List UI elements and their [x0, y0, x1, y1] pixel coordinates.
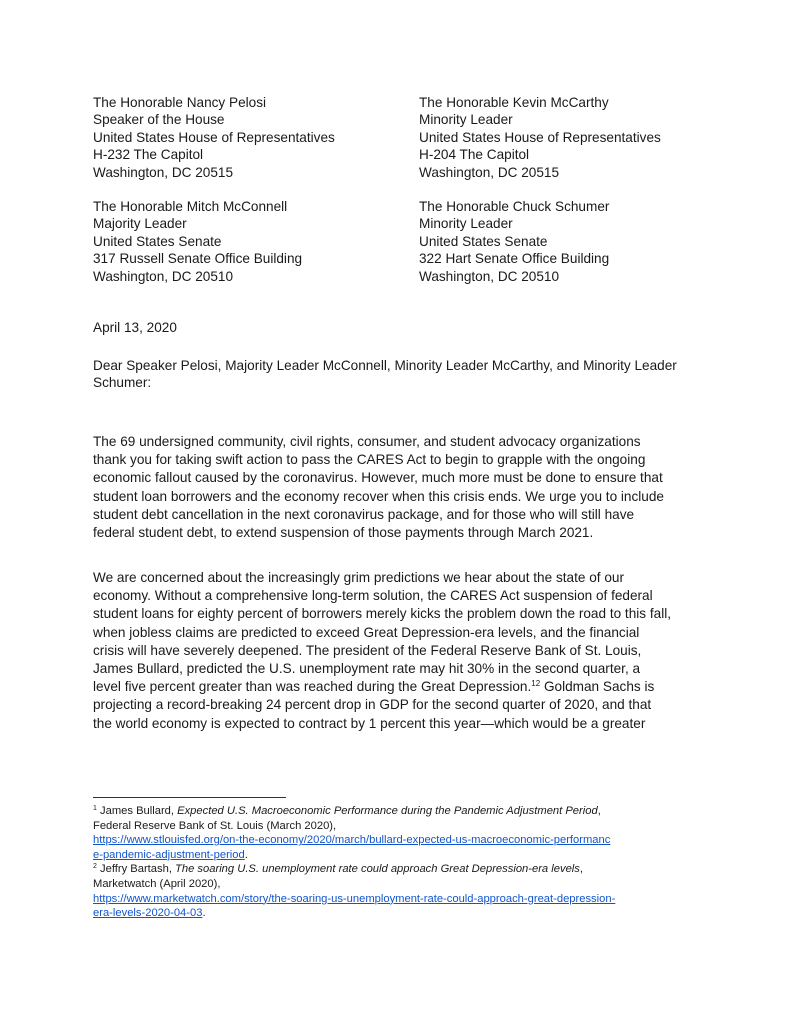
- footnote-link[interactable]: era-levels-2020-04-03: [93, 907, 203, 920]
- addressee-line: H-204 The Capitol: [419, 147, 530, 163]
- letter-date: April 13, 2020: [93, 320, 177, 335]
- footnote-url-line: era-levels-2020-04-03.: [93, 907, 206, 920]
- paragraph-line: [93, 678, 705, 696]
- addressee-line: The Honorable Mitch McConnell: [93, 199, 288, 214]
- paragraph-line: crisis will have severely deepened. The president of the Federal Reserve Bank of St. Louis,: [93, 642, 642, 658]
- footnote-url-line: [93, 892, 713, 907]
- footnote-separator: [93, 797, 286, 798]
- paragraph-line: The 69 undersigned community, civil rights, consumer, and student advocacy organizations: [93, 434, 641, 449]
- footnote-citation: $^1$ James Bullard, Expected U.S. Macroeconomic Performance during the Pandemic Adjustment Period,: [93, 805, 601, 817]
- paragraph-line: the world economy is expected to contract by 1 percent this year—which would be a greater: [93, 715, 646, 731]
- addressee-line: Majority Leader: [93, 216, 187, 232]
- footnote-link[interactable]: https://www.stlouisfed.org/on-the-economy/2020/march/bullard-expected-us-macroeconomic-performanc: [93, 834, 611, 847]
- addressee-line: Speaker of the House: [93, 112, 225, 128]
- footnotes: [93, 804, 713, 921]
- paragraph-line: economic fallout caused by the coronavirus. However, much more must be done to ensure that: [93, 470, 663, 486]
- footnote-url-line: e-pandemic-adjustment-period.: [93, 848, 248, 861]
- footnote-title: Expected U.S. Macroeconomic Performance during the Pandemic Adjustment Period: [177, 805, 598, 817]
- paragraph-line: projecting a record-breaking 24 percent drop in GDP for the second quarter of 2020, and that: [93, 697, 652, 713]
- body-paragraph-2: [93, 569, 705, 733]
- addressee-line: The Honorable Chuck Schumer: [419, 199, 610, 214]
- footnote-url-line: [93, 833, 713, 848]
- footnote-source: Federal Reserve Bank of St. Louis (March 2020),: [93, 819, 337, 832]
- addressee-line: Washington, DC 20515: [419, 164, 560, 180]
- paragraph-line: student debt cancellation in the next coronavirus package, and for those who will still have: [93, 506, 635, 522]
- footnote-number: 1: [93, 805, 97, 812]
- footnote-citation: $^2$ Jeffry Bartash, The soaring U.S. unemployment rate could approach Great Depression-era levels,: [93, 863, 583, 876]
- footnote-author: Jeffry Bartash,: [96, 863, 176, 876]
- addressee-line: Washington, DC 20515: [93, 164, 234, 180]
- footnote-link[interactable]: https://www.marketwatch.com/story/the-soaring-us-unemployment-rate-could-approach-great-depression-: [93, 892, 616, 905]
- addressee-block-schumer: [419, 198, 609, 285]
- addressee-line: The Honorable Kevin McCarthy: [419, 95, 609, 110]
- addressee-line: Washington, DC 20510: [419, 268, 560, 284]
- footnote-source: Marketwatch (April 2020),: [93, 877, 221, 890]
- addressee-block-mcconnell: [93, 198, 302, 285]
- salutation: Dear Speaker Pelosi, Majority Leader McConnell, Minority Leader McCarthy, and Minority Leader Schumer:: [93, 358, 677, 391]
- footnote-2: [93, 862, 713, 920]
- paragraph-line: We are concerned about the increasingly grim predictions we hear about the state of our: [93, 570, 624, 585]
- addressee-line: Minority Leader: [419, 112, 513, 128]
- paragraph-line: thank you for taking swift action to pass the CARES Act to begin to grapple with the ongoing: [93, 452, 646, 468]
- footnote-title: The soaring U.S. unemployment rate could approach Great Depression-era levels: [175, 863, 580, 876]
- addressee-line: United States House of Representatives: [419, 129, 661, 145]
- addressee-block-mccarthy: [419, 94, 661, 181]
- footnote-number: 2: [93, 863, 97, 871]
- addressee-line: United States Senate: [93, 233, 222, 249]
- addressee-line: United States Senate: [419, 233, 548, 249]
- footnote-1: [93, 804, 713, 862]
- addressee-line: United States House of Representatives: [93, 129, 335, 145]
- body-paragraph-1: [93, 433, 705, 542]
- addressee-line: The Honorable Nancy Pelosi: [93, 95, 267, 110]
- paragraph-text: Goldman Sachs is: [540, 679, 655, 695]
- footnote-reference[interactable]: 12: [531, 679, 541, 689]
- addressee-line: H-232 The Capitol: [93, 147, 204, 163]
- addressee-block-pelosi: [93, 94, 335, 181]
- addressee-line: Minority Leader: [419, 216, 513, 232]
- paragraph-line: federal student debt, to extend suspension of those payments through March 2021.: [93, 525, 594, 541]
- footnote-author: James Bullard,: [96, 805, 178, 817]
- paragraph-text: level five percent greater than was reached during the Great Depression.: [93, 679, 532, 695]
- paragraph-line: economy. Without a comprehensive long-term solution, the CARES Act suspension of federal: [93, 588, 653, 604]
- paragraph-line: James Bullard, predicted the U.S. unemployment rate may hit 30% in the second quarter, a: [93, 661, 641, 677]
- paragraph-line: student loan borrowers and the economy recover when this crisis ends. We urge you to include: [93, 488, 664, 504]
- paragraph-line: student loans for eighty percent of borrowers merely kicks the problem down the road to this fall,: [93, 606, 672, 622]
- addressee-line: Washington, DC 20510: [93, 268, 234, 284]
- footnote-link[interactable]: e-pandemic-adjustment-period: [93, 848, 245, 861]
- addressee-line: 317 Russell Senate Office Building: [93, 251, 303, 267]
- paragraph-line: when jobless claims are predicted to exceed Great Depression-era levels, and the financial: [93, 624, 640, 640]
- addressee-line: 322 Hart Senate Office Building: [419, 251, 610, 267]
